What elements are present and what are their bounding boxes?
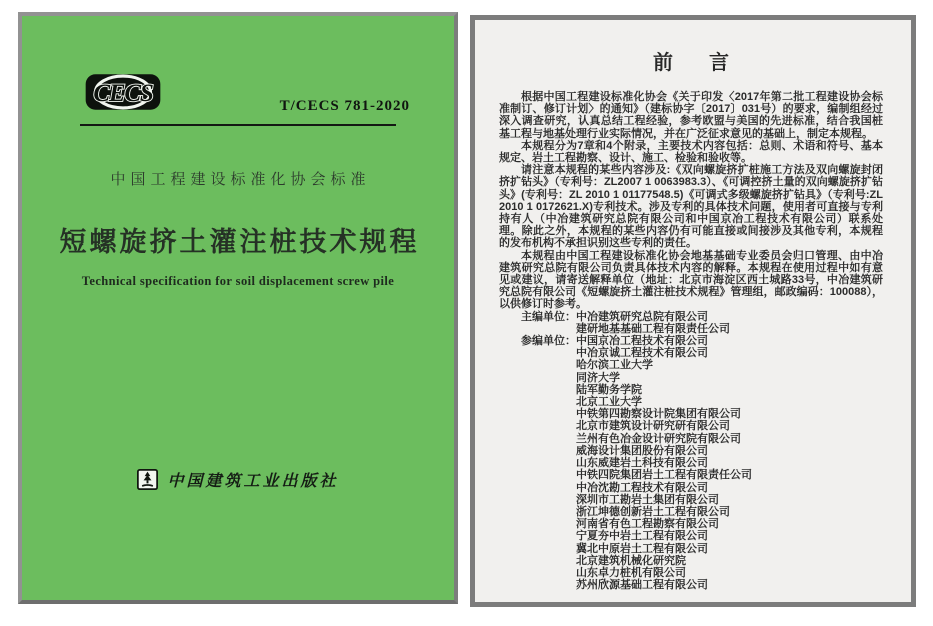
foreword-paragraph: 本规程分为7章和4个附录，主要技术内容包括：总则、术语和符号、基本规定、岩土工程勘察、设计、施工、检验和验收等。	[499, 139, 883, 165]
chief-editor-item: 建研地基基础工程有限责任公司	[576, 322, 730, 335]
association-standard-line: 中国工程建设标准化协会标准	[110, 172, 371, 188]
book-cover-page	[18, 12, 458, 604]
participant-item: 中铁第四勘察设计院集团有限公司	[576, 408, 741, 421]
participant-list	[576, 335, 883, 591]
cecs-logo-icon	[82, 68, 164, 116]
publisher-logo-icon	[137, 469, 158, 490]
standard-number: T/CECS 781-2020	[279, 98, 410, 114]
participant-item: 浙江坤德创新岩土工程有限公司	[576, 505, 730, 518]
cover-divider	[80, 124, 396, 126]
participant-item: 北京工业大学	[576, 396, 642, 409]
participant-item: 山东威建岩土科技有限公司	[576, 457, 708, 470]
participant-item: 中冶沈勘工程技术有限公司	[576, 481, 708, 494]
foreword-page	[470, 15, 916, 607]
foreword-heading: 前 言	[653, 52, 737, 74]
participant-item: 陆军勤务学院	[576, 383, 642, 396]
chief-editor-label: 主编单位：	[521, 310, 576, 323]
foreword-paragraph: 本规程由中国工程建设标准化协会地基基础专业委员会归口管理、由中冶建筑研究总院有限公司负责具体技术内容的解释。本规程在使用过程中如有意见或建议，请寄送解释单位（地址：北京市海淀区西土城路33号，中冶建筑研究总院有限公司《短螺旋挤土灌注桩技术规程》管理组，邮政编码：100088），以供修订时参考。	[499, 249, 883, 311]
participant-item: 兰州有色冶金设计研究院有限公司	[576, 432, 741, 445]
publisher-block	[22, 468, 454, 491]
foreword-paragraph: 根据中国工程建设标准化协会《关于印发〈2017年第二批工程建设协会标准制订、修订计划〉的通知》（建标协字〔2017〕031号）的要求，编制组经过深入调查研究，认真总结工程经验，参考欧盟与美国的先进标准，结合我国桩基工程与地基处理行业实际情况，并在广泛征求意见的基础上，制定本规程。	[499, 91, 883, 140]
participant-item: 河南省有色工程勘察有限公司	[576, 518, 719, 531]
cover-title-cn: 短螺旋挤土灌注桩技术规程	[59, 227, 420, 257]
participant-item: 哈尔滨工业大学	[576, 359, 653, 372]
participant-item: 北京建筑机械化研究院	[576, 554, 686, 567]
cover-title-en: Technical specification for soil displacement screw pile	[81, 274, 395, 288]
participant-item: 威海设计集团股份有限公司	[576, 444, 708, 457]
participant-row	[499, 335, 883, 591]
cecs-logo-text: CECS	[93, 80, 153, 108]
participant-item: 山东卓力桩机有限公司	[576, 566, 686, 579]
chief-editor-list	[576, 311, 883, 335]
participant-item: 中国京冶工程技术有限公司	[576, 335, 708, 348]
foreword-body	[499, 91, 883, 591]
participant-item: 宁夏夯中岩土工程有限公司	[576, 530, 708, 543]
participant-label: 参编单位：	[521, 335, 576, 348]
publisher-name: 中国建筑工业出版社	[167, 473, 339, 490]
participant-item: 冀北中原岩土工程有限公司	[576, 542, 708, 555]
participant-item: 北京市建筑设计研究研有限公司	[576, 420, 730, 433]
participant-item: 深圳市工勘岩土集团有限公司	[576, 493, 719, 506]
chief-editor-row	[499, 311, 883, 335]
participant-item: 苏州欣源基础工程有限公司	[576, 579, 708, 592]
participant-item: 中铁四院集团岩土工程有限责任公司	[576, 469, 752, 482]
chief-editor-item: 中冶建筑研究总院有限公司	[576, 310, 708, 323]
participant-item: 中冶京诚工程技术有限公司	[576, 347, 708, 360]
foreword-paragraph: 请注意本规程的某些内容涉及:《双向螺旋挤扩桩施工方法及双向螺旋封闭挤扩钻头》（专利号：ZL2007 1 0063983.3）、《可调控挤土量的双向螺旋挤扩钻头》(专利号：ZL 2010 1 01177548.5)《可调式多级螺旋挤扩钻具》（专利号:ZL 2010 1 0172621.X)专利技术。涉及专利的具体技术问题，使用者可直接与专利持有人（中冶建筑研究总院有限公司和中国京冶工程技术有限公司）联系处理。除此之外，本规程的某些内容仍有可能直接或间接涉及其他专利，本规程的发布机构不承担识别这些专利的责任。	[499, 164, 883, 250]
participant-item: 同济大学	[576, 371, 620, 384]
foreword-paragraphs	[499, 91, 883, 311]
